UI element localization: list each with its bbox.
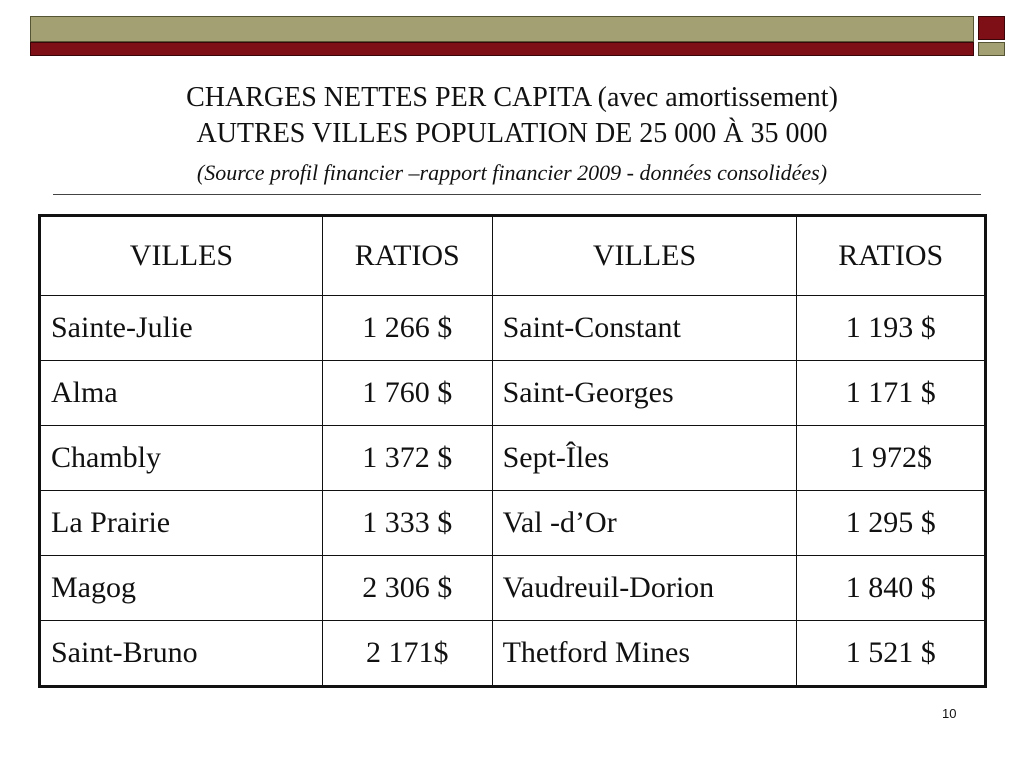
ratio-cell: 2 171$	[322, 621, 492, 687]
ratio-cell: 1 266 $	[322, 296, 492, 361]
table-row	[40, 426, 986, 491]
ratio-cell: 1 333 $	[322, 491, 492, 556]
table-row	[40, 621, 986, 687]
table-header-row	[40, 216, 986, 296]
city-cell: Saint-Bruno	[40, 621, 323, 687]
city-cell: Val -d’Or	[492, 491, 797, 556]
corner-square-olive	[978, 42, 1005, 56]
header-bar-olive	[30, 16, 974, 42]
title-divider	[53, 194, 981, 195]
city-cell: Alma	[40, 361, 323, 426]
ratio-cell: 1 972$	[797, 426, 986, 491]
table-row	[40, 491, 986, 556]
city-cell: Magog	[40, 556, 323, 621]
city-cell: Vaudreuil-Dorion	[492, 556, 797, 621]
ratio-cell: 1 171 $	[797, 361, 986, 426]
table-row	[40, 361, 986, 426]
ratio-cell: 2 306 $	[322, 556, 492, 621]
city-cell: Sainte-Julie	[40, 296, 323, 361]
ratio-cell: 1 760 $	[322, 361, 492, 426]
header-villes-left: VILLES	[40, 216, 323, 296]
slide-title-line1: CHARGES NETTES PER CAPITA (avec amortissement)	[186, 82, 838, 113]
ratios-table	[38, 214, 987, 688]
city-cell: Sept-Îles	[492, 426, 797, 491]
city-cell: Chambly	[40, 426, 323, 491]
corner-square-red	[978, 16, 1005, 40]
header-ratios-left: RATIOS	[322, 216, 492, 296]
table-row	[40, 556, 986, 621]
city-cell: Saint-Constant	[492, 296, 797, 361]
city-cell: Saint-Georges	[492, 361, 797, 426]
ratio-cell: 1 840 $	[797, 556, 986, 621]
ratio-cell: 1 521 $	[797, 621, 986, 687]
city-cell: La Prairie	[40, 491, 323, 556]
ratio-cell: 1 193 $	[797, 296, 986, 361]
header-villes-right: VILLES	[492, 216, 797, 296]
table-row	[40, 296, 986, 361]
ratio-cell: 1 372 $	[322, 426, 492, 491]
header-bar-red	[30, 42, 974, 56]
city-cell: Thetford Mines	[492, 621, 797, 687]
ratio-cell: 1 295 $	[797, 491, 986, 556]
slide-subtitle: (Source profil financier –rapport financier 2009 - données consolidées)	[196, 160, 828, 185]
header-ratios-right: RATIOS	[797, 216, 986, 296]
slide-title-line2: AUTRES VILLES POPULATION DE 25 000 À 35 000	[196, 118, 828, 149]
page-number: 10	[942, 706, 957, 721]
